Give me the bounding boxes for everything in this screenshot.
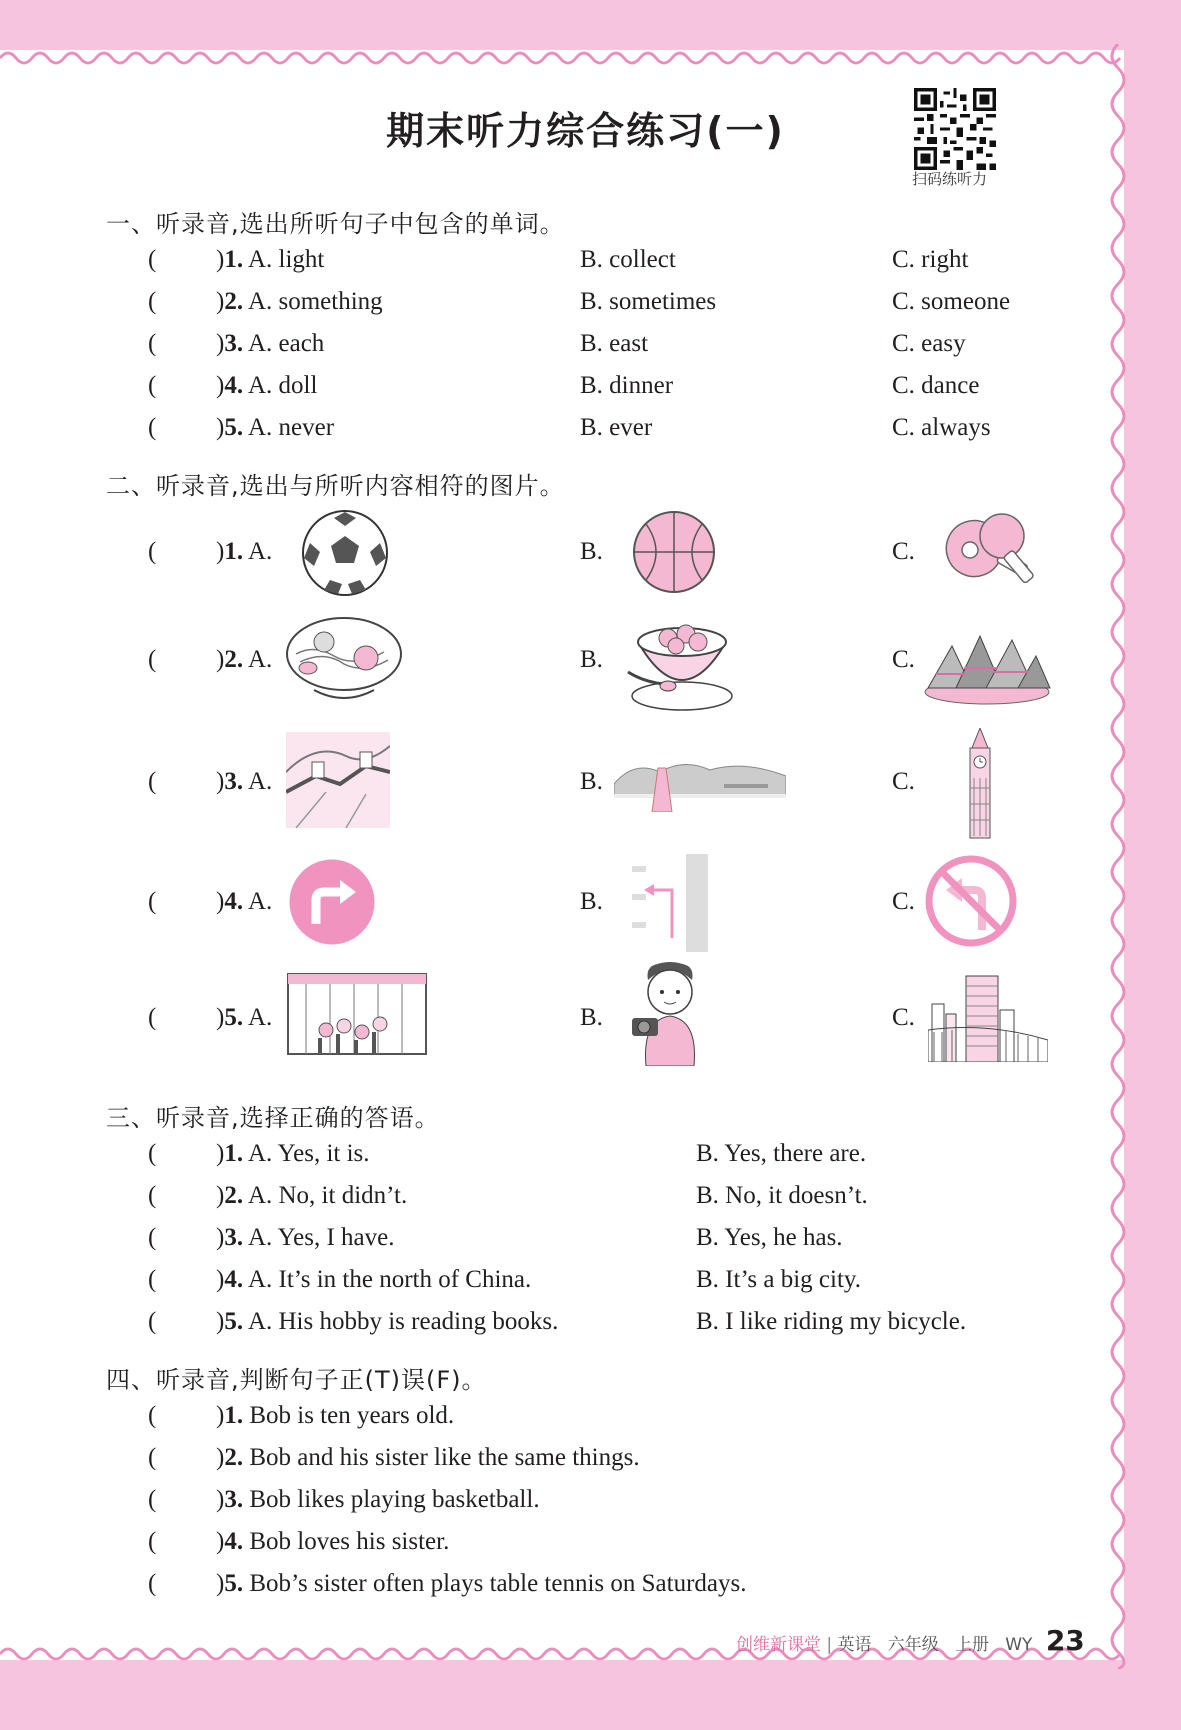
s3-question-2: ( )2. A. No, it didn’t. B. No, it doesn’t. <box>148 1182 868 1209</box>
answer-blank[interactable]: ( <box>148 1182 157 1209</box>
answer-blank[interactable]: ( <box>148 1004 157 1031</box>
section-3-title: 三、听录音,选择正确的答语。 <box>106 1104 440 1132</box>
tangyuan-bowl-icon <box>624 608 736 712</box>
s4-question-4: ( )4. Bob loves his sister. <box>148 1528 450 1555</box>
s1-question-1: ( )1. A. light B. collect C. right <box>148 246 969 273</box>
option-b: B. Yes, there are. <box>696 1140 867 1167</box>
footer-grade: 六年级 <box>887 1635 939 1655</box>
no-left-turn-sign-icon <box>924 854 1018 948</box>
answer-blank[interactable]: ( <box>148 1224 157 1251</box>
qr-caption: 扫码练听力 <box>912 170 988 188</box>
option-b: B. No, it doesn’t. <box>696 1182 868 1209</box>
answer-blank[interactable]: ( <box>148 1528 157 1555</box>
answer-blank[interactable]: ( <box>148 1444 157 1471</box>
option-b: B. It’s a big city. <box>696 1266 862 1293</box>
s4-question-2: ( )2. Bob and his sister like the same things. <box>148 1444 640 1471</box>
s2-question-3: ( )3. A. B. C. <box>0 730 1181 840</box>
footer-volume: 上册 <box>954 1635 989 1655</box>
answer-blank[interactable]: ( <box>148 1486 157 1513</box>
s3-question-5: ( )5. A. His hobby is reading books. B. I like riding my bicycle. <box>148 1308 967 1335</box>
answer-blank[interactable]: ( <box>148 1402 157 1429</box>
answer-blank[interactable]: ( <box>148 1266 157 1293</box>
footer-edition: WY <box>1005 1635 1033 1655</box>
noodles-bowl-icon <box>284 614 404 706</box>
basketball-icon <box>632 510 716 594</box>
s4-question-5: ( )5. Bob’s sister often plays table tennis on Saturdays. <box>148 1570 747 1597</box>
option-b: B. Yes, he has. <box>696 1224 843 1251</box>
answer-blank[interactable]: ( <box>148 646 157 673</box>
city-buildings-icon <box>928 970 1048 1062</box>
answer-blank[interactable]: ( <box>148 538 157 565</box>
answer-blank[interactable]: ( <box>148 888 157 915</box>
s1-question-4: ( )4. A. doll B. dinner C. dance <box>148 372 980 399</box>
section-4-title: 四、听录音,判断句子正(T)误(F)。 <box>106 1366 487 1394</box>
ping-pong-paddle-icon <box>936 506 1040 596</box>
footer-subject: 英语 <box>837 1635 872 1655</box>
s2-question-2: ( )2. A. B. C. <box>0 608 1181 718</box>
big-ben-icon <box>964 728 996 840</box>
great-wall-icon <box>286 732 390 828</box>
option-c: C. dance <box>892 372 980 399</box>
option-c: C. easy <box>892 330 966 357</box>
boy-with-camera-icon <box>628 960 712 1066</box>
turn-right-sign-icon <box>286 856 378 948</box>
s2-question-5: ( )5. A. B. C. <box>0 966 1181 1076</box>
section-2-title: 二、听录音,选出与所听内容相符的图片。 <box>106 472 565 500</box>
football-icon <box>300 508 390 598</box>
page-footer: 创维新课堂 | 英语 六年级 上册 WY 23 <box>736 1624 1085 1657</box>
section-1-title: 一、听录音,选出所听句子中包含的单词。 <box>106 210 565 238</box>
s1-question-2: ( )2. A. something B. sometimes C. someone <box>148 288 1011 315</box>
option-b: B. east <box>580 330 649 357</box>
turn-left-road-icon <box>632 854 712 952</box>
option-b: B. dinner <box>580 372 674 399</box>
s3-question-1: ( )1. A. Yes, it is. B. Yes, there are. <box>148 1140 867 1167</box>
option-c: C. right <box>892 246 969 273</box>
bus-with-kids-icon <box>286 970 430 1062</box>
s4-question-3: ( )3. Bob likes playing basketball. <box>148 1486 540 1513</box>
option-c: C. always <box>892 414 991 441</box>
option-c: C. someone <box>892 288 1011 315</box>
answer-blank[interactable]: ( <box>148 288 157 315</box>
option-b: B. ever <box>580 414 653 441</box>
answer-blank[interactable]: ( <box>148 1570 157 1597</box>
s4-question-1: ( )1. Bob is ten years old. <box>148 1402 455 1429</box>
footer-brand: 创维新课堂 <box>736 1635 821 1655</box>
answer-blank[interactable]: ( <box>148 330 157 357</box>
qr-code-icon[interactable] <box>914 88 996 170</box>
s3-question-3: ( )3. A. Yes, I have. B. Yes, he has. <box>148 1224 843 1251</box>
answer-blank[interactable]: ( <box>148 414 157 441</box>
option-b: B. I like riding my bicycle. <box>696 1308 967 1335</box>
s2-question-1: ( )1. A. B. C. <box>0 500 1181 610</box>
zongzi-plate-icon <box>922 622 1052 708</box>
west-lake-icon <box>614 754 786 812</box>
wavy-border-top <box>0 44 1130 68</box>
s3-question-4: ( )4. A. It’s in the north of China. B. It’s a big city. <box>148 1266 862 1293</box>
option-b: B. collect <box>580 246 676 273</box>
page-title: 期末听力综合练习(一) <box>386 109 785 153</box>
answer-blank[interactable]: ( <box>148 246 157 273</box>
s1-question-5: ( )5. A. never B. ever C. always <box>148 414 991 441</box>
option-b: B. sometimes <box>580 288 717 315</box>
answer-blank[interactable]: ( <box>148 372 157 399</box>
s1-question-3: ( )3. A. each B. east C. easy <box>148 330 966 357</box>
answer-blank[interactable]: ( <box>148 1140 157 1167</box>
answer-blank[interactable]: ( <box>148 768 157 795</box>
answer-blank[interactable]: ( <box>148 1308 157 1335</box>
s2-question-4: ( )4. A. B. C. <box>0 850 1181 960</box>
page-number: 23 <box>1045 1624 1085 1657</box>
